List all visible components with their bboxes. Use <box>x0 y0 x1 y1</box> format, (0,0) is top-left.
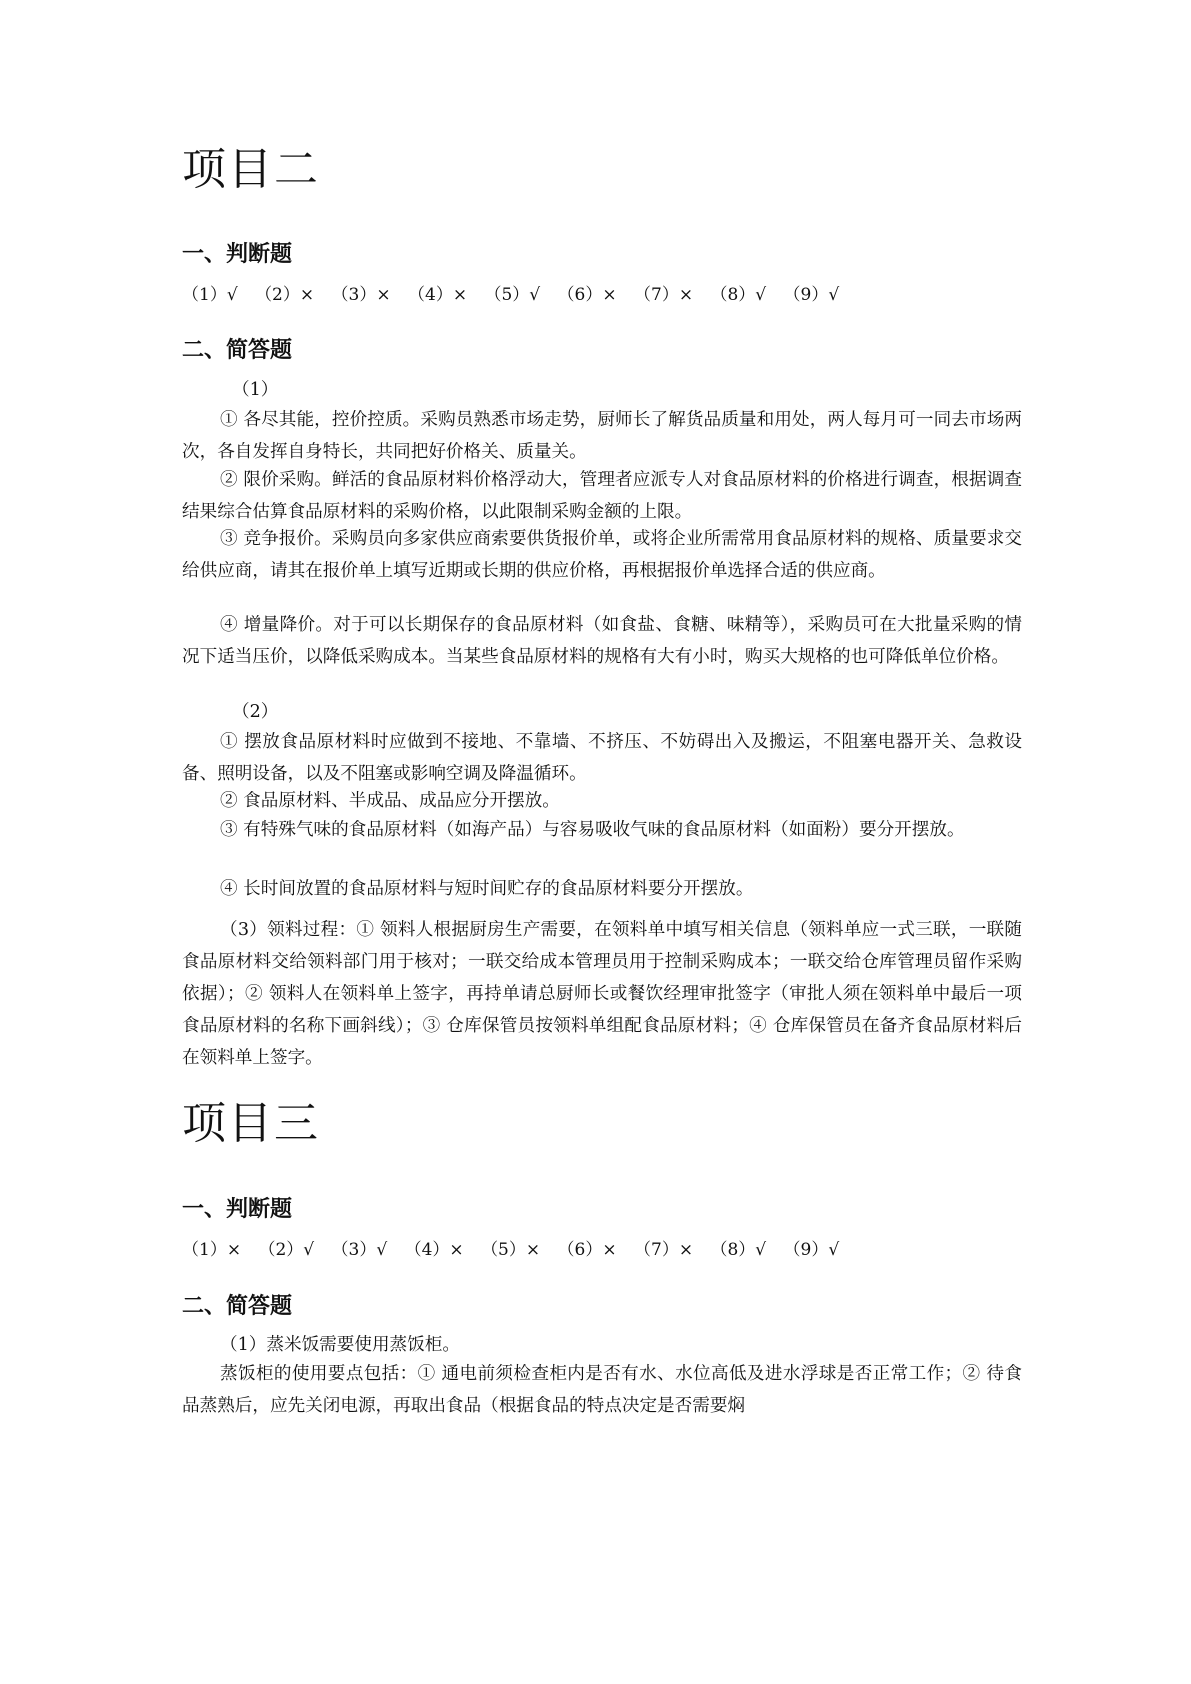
answer-item: （4）× <box>404 1240 464 1260</box>
answer-item: （1）√ <box>182 285 238 305</box>
answer-item: （5）× <box>481 1240 541 1260</box>
question-number: （1） <box>232 380 279 400</box>
answer-item: （4）× <box>408 285 468 305</box>
answer-item: （3）√ <box>331 1240 388 1260</box>
answer-item: （9）√ <box>783 1240 840 1260</box>
answer-paragraph: （1）蒸米饭需要使用蒸饭柜。 <box>220 1335 460 1355</box>
project-title: 项目二 <box>182 144 320 195</box>
answer-item: （5）√ <box>484 285 541 305</box>
answer-paragraph: ① 各尽其能，控价控质。采购员熟悉市场走势，厨师长了解货品质量和用处，两人每月可一同去市场两次，各自发挥自身特长，共同把好价格关、质量关。 <box>182 410 1022 462</box>
answer-paragraph: ② 食品原材料、半成品、成品应分开摆放。 <box>220 791 560 811</box>
answer-item: （6）× <box>557 285 617 305</box>
answer-paragraph: ③ 有特殊气味的食品原材料（如海产品）与容易吸收气味的食品原材料（如面粉）要分开摆放。 <box>220 820 965 840</box>
project-title: 项目三 <box>182 1098 320 1149</box>
answer-paragraph: 蒸饭柜的使用要点包括：① 通电前须检查柜内是否有水、水位高低及进水浮球是否正常工作；② 待食品蒸熟后，应先关闭电源，再取出食品（根据食品的特点决定是否需要焖 <box>182 1364 1022 1416</box>
answer-item: （9）√ <box>783 285 840 305</box>
answer-paragraph: ② 限价采购。鲜活的食品原材料价格浮动大，管理者应派专人对食品原材料的价格进行调查，根据调查结果综合估算食品原材料的采购价格，以此限制采购金额的上限。 <box>182 470 1022 522</box>
answer-item: （8）√ <box>710 285 767 305</box>
true-false-answers <box>182 1242 851 1259</box>
answer-item: （7）× <box>634 1240 694 1260</box>
answer-item: （2）√ <box>258 1240 315 1260</box>
section-heading-true-false: 一、判断题 <box>182 242 293 267</box>
answer-item: （3）× <box>331 285 391 305</box>
answer-item: （2）× <box>255 285 315 305</box>
question-number: （2） <box>232 702 279 722</box>
section-heading-short-answer: 二、简答题 <box>182 1294 293 1319</box>
section-heading-true-false: 一、判断题 <box>182 1197 293 1222</box>
answer-item: （7）× <box>634 285 694 305</box>
answer-paragraph: ④ 长时间放置的食品原材料与短时间贮存的食品原材料要分开摆放。 <box>220 879 754 899</box>
answer-item: （1）× <box>182 1240 242 1260</box>
answer-paragraph: （3）领料过程：① 领料人根据厨房生产需要，在领料单中填写相关信息（领料单应一式三联，一联随食品原材料交给领料部门用于核对；一联交给成本管理员用于控制采购成本；一联交给仓库管理员留作采购依据）；② 领料人在领料单上签字，再持单请总厨师长或餐饮经理审批签字（审批人须在领料单中最后一项食品原材料的名称下画斜线）；③ 仓库保管员按领料单组配食品原材料；④ 仓库保管员在备齐食品原材料后在领料单上签字。 <box>182 920 1022 1068</box>
section-heading-short-answer: 二、简答题 <box>182 338 293 363</box>
answer-paragraph: ③ 竞争报价。采购员向多家供应商索要供货报价单，或将企业所需常用食品原材料的规格、质量要求交给供应商，请其在报价单上填写近期或长期的供应价格，再根据报价单选择合适的供应商。 <box>182 529 1022 581</box>
answer-paragraph: ① 摆放食品原材料时应做到不接地、不靠墙、不挤压、不妨碍出入及搬运，不阻塞电器开关、急救设备、照明设备，以及不阻塞或影响空调及降温循环。 <box>182 732 1022 784</box>
answer-paragraph: ④ 增量降价。对于可以长期保存的食品原材料（如食盐、食糖、味精等），采购员可在大批量采购的情况下适当压价，以降低采购成本。当某些食品原材料的规格有大有小时，购买大规格的也可降低单位价格。 <box>182 615 1022 667</box>
true-false-answers <box>182 287 851 304</box>
answer-item: （8）√ <box>710 1240 767 1260</box>
answer-item: （6）× <box>557 1240 617 1260</box>
